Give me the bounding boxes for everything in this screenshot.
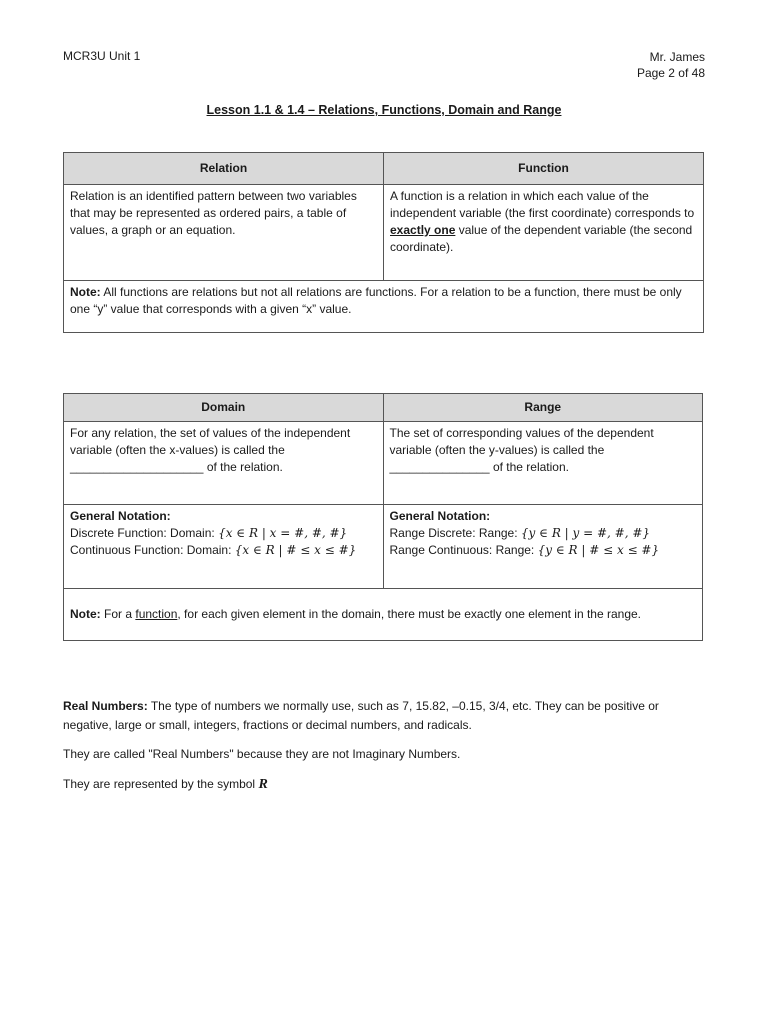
range-discrete-line [390,525,697,542]
domain-range-note [64,589,703,641]
range-blank: _______________ [389,460,490,474]
relation-function-table [63,152,704,333]
function-text-start: A function is a relation in which each value of the independent variable (the first coordinate) corresponds to [390,189,695,220]
page-number: Page 2 of 48 [636,66,705,80]
range-continuous-line [390,542,697,559]
range-discrete-label: Range Discrete: Range: [389,526,521,540]
domain-header: Domain [64,394,384,422]
relation-header: Relation [64,153,384,185]
real-numbers-line3-text: They are represented by the symbol [63,777,259,791]
domain-discrete-line [70,525,377,542]
note2-text-end: , for each given element in the domain, there must be exactly one element in the range. [177,607,641,621]
domain-blank: ____________________ [70,460,204,474]
real-numbers-paragraph [63,697,703,735]
range-continuous-math: {y ∈ R | # ≤ x ≤ #} [537,543,660,557]
range-text-start: The set of corresponding values of the dependent variable (often the y-values) is called the [389,426,654,457]
note2-label: Note: [70,607,101,621]
teacher-name: Mr. James [649,50,705,64]
range-notation-label: General Notation: [389,509,491,523]
note-text: All functions are relations but not all relations are functions. For a relation to be a function, there must be only one “y” value that corresponds with a given “x” value. [70,285,682,316]
range-text-end: of the relation. [489,460,569,474]
domain-discrete-math: {x ∈ R | x = #, #, #} [218,526,348,540]
real-numbers-line3 [63,775,703,794]
range-continuous-label: Range Continuous: Range: [389,543,538,557]
domain-range-table [63,393,703,641]
relation-definition: Relation is an identified pattern between two variables that may be represented as ordered pairs, a table of values, a graph or an equation. [64,185,384,281]
domain-notation [64,505,384,589]
domain-continuous-line [70,542,377,559]
domain-text-end: of the relation. [203,460,283,474]
real-numbers-line2: They are called "Real Numbers" because they are not Imaginary Numbers. [63,747,461,761]
real-symbol: R [258,777,268,792]
lesson-title: Lesson 1.1 & 1.4 – Relations, Functions, Domain and Range [206,103,562,117]
domain-continuous-label: Continuous Function: Domain: [70,543,235,557]
domain-continuous-math: {x ∈ R | # ≤ x ≤ #} [234,543,357,557]
range-notation [383,505,703,589]
range-header: Range [383,394,703,422]
domain-notation-label: General Notation: [70,509,171,523]
domain-definition [64,422,384,505]
range-definition [383,422,703,505]
function-text-end: value of the dependent variable (the second coordinate). [390,223,693,254]
note-label: Note: [70,285,101,299]
domain-discrete-label: Discrete Function: Domain: [70,526,219,540]
domain-text-start: For any relation, the set of values of the independent variable (often the x-values) is called the [70,426,351,457]
range-discrete-math: {y ∈ R | y = #, #, #} [520,526,651,540]
function-definition [384,185,704,281]
header-right [637,49,705,81]
real-numbers-label: Real Numbers: [63,699,148,713]
relation-note [64,281,704,333]
real-numbers-text: The type of numbers we normally use, such as 7, 15.82, –0.15, 3/4, etc. They can be positive or negative, large or small, integers, fractions or decimal numbers, and radicals. [63,699,659,732]
function-header: Function [384,153,704,185]
function-emphasis: exactly one [390,223,456,237]
note2-function-word: function [135,607,178,621]
course-code: MCR3U Unit 1 [63,49,141,63]
note2-text-start: For a [100,607,136,621]
